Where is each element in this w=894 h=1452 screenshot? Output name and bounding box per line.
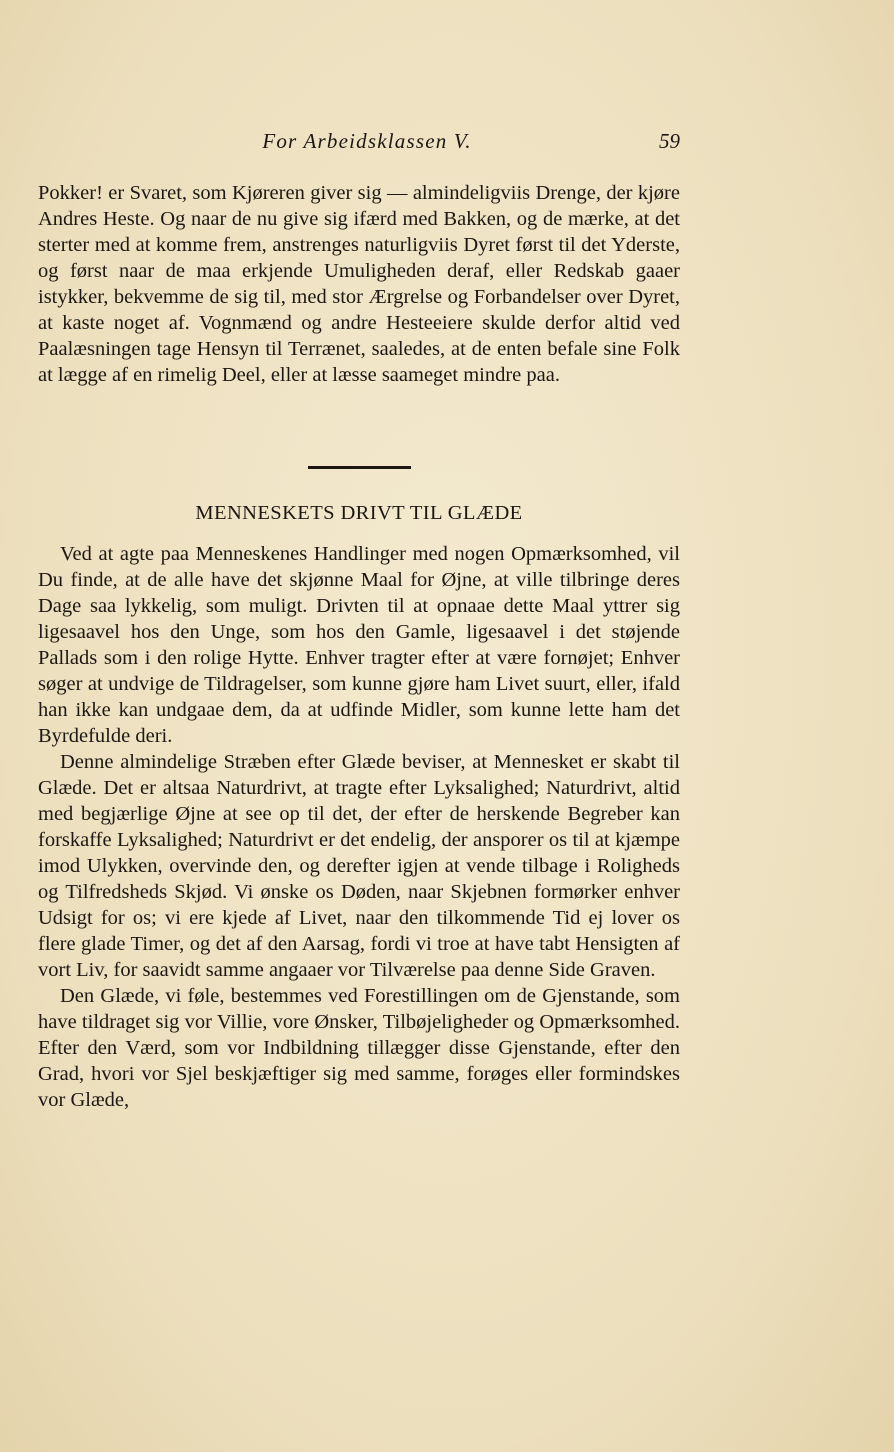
running-head-title: For Arbeidsklassen V. [262,129,472,153]
continuation-paragraph: Pokker! er Svaret, som Kjøreren giver sig — almindeligviis Drenge, der kjøre Andres Heste. Og naar de nu give sig ifærd med Bakken, og de mærke, at det sterter med at komme frem, anstrenges naturligviis Dyret først til det Yderste, og først naar de maa erkjende Umuligheden deraf, eller Redskab gaaer istykker, bekvemme de sig til, med stor Ærgrelse og Forbandelser over Dyret, at kaste noget af. Vognmænd og andre Hesteeiere skulde derfor altid ved Paalæsningen tage Hensyn til Terrænet, saaledes, at de enten befale sine Folk at lægge af en rimelig Deel, eller at læsse saameget mindre paa. [38,182,680,386]
paragraph: Den Glæde, vi føle, bestemmes ved Forestillingen om de Gjenstande, som have tildraget sig vor Villie, vore Ønsker, Tilbøjeligheder og Opmærksomhed. Efter den Værd, som vor Indbildning tillægger disse Gjenstande, efter den Grad, hvori vor Sjel beskjæftiger sig med samme, forøges eller formindskes vor Glæde, [38,985,680,1111]
section-body [38,541,680,1113]
running-head [38,129,680,159]
continuation-text [38,180,680,388]
section-divider [308,466,411,469]
paragraph: Denne almindelige Stræben efter Glæde beviser, at Mennesket er skabt til Glæde. Det er altsaa Naturdrivt, at tragte efter Lyksalighed; Naturdrivt, altid med begjærlige Øjne at see op til det, der efter de herskende Begreber kan forskaffe Lyksalighed; Naturdrivt er det endelig, der ansporer os til at kjæmpe imod Ulykken, overvinde den, og derefter igjen at vende tilbage i Roligheds og Tilfredsheds Skjød. Vi ønske os Døden, naar Skjebnen formørker enhver Udsigt for os; vi ere kjede af Livet, naar den tilkommende Tid ej lover os flere glade Timer, og det af den Aarsag, fordi vi troe at have tabt Hensigten af vort Liv, for saavidt samme angaaer vor Tilværelse paa denne Side Graven. [38,751,680,981]
paragraph: Ved at agte paa Menneskenes Handlinger med nogen Opmærksomhed, vil Du finde, at de alle have det skjønne Maal for Øjne, at ville tilbringe deres Dage saa lykkelig, som muligt. Drivten til at opnaae dette Maal yttrer sig ligesaavel hos den Unge, som hos den Gamle, ligesaavel i det støjende Pallads som i den rolige Hytte. Enhver tragter efter at være fornøjet; Enhver søger at undvige de Tildragelser, som kunne gjøre ham Livet suurt, eller, ifald han ikke kan undgaae dem, da at udfinde Midler, som kunne lette ham det Byrdefulde deri. [38,543,680,747]
section-heading: MENNESKETS DRIVT TIL GLÆDE [195,502,523,524]
page-number: 59 [659,129,680,153]
